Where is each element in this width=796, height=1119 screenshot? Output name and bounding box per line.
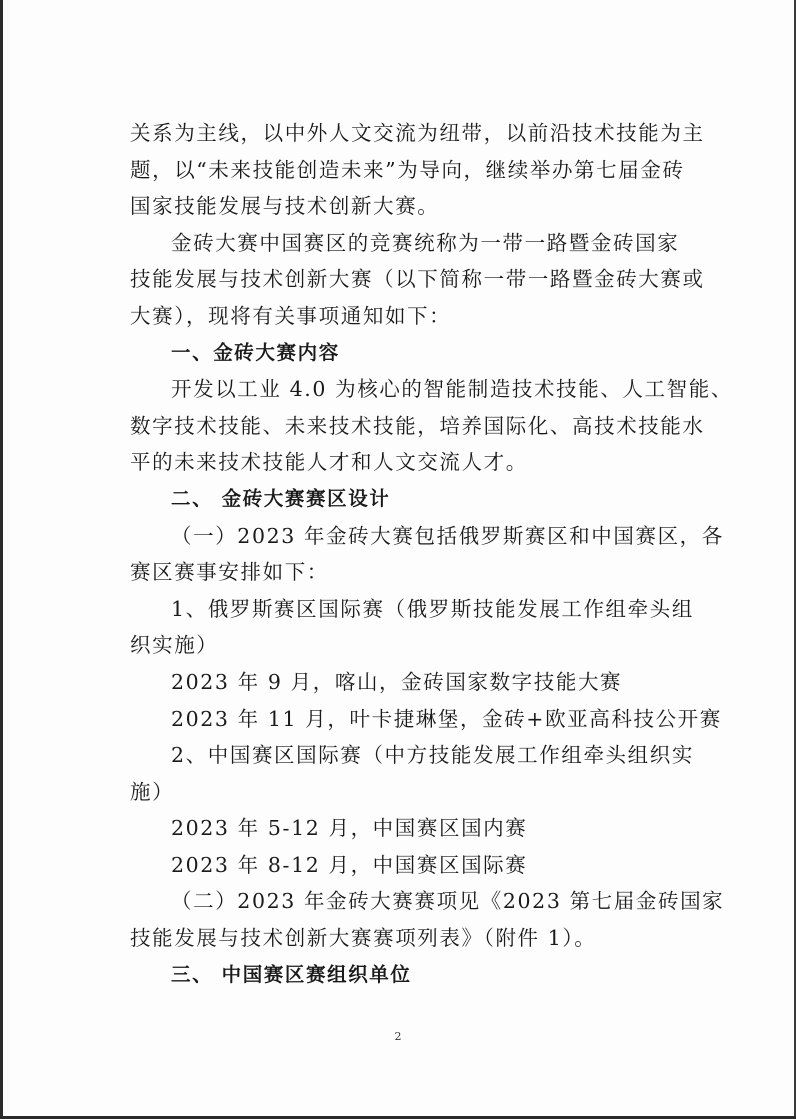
paragraph-line: 金砖大赛中国赛区的竞赛统称为一带一路暨金砖国家 — [171, 230, 680, 255]
paragraph-line: （一）2023 年金砖大赛包括俄罗斯赛区和中国赛区，各 — [171, 523, 724, 548]
paragraph-line: 大赛），现将有关事项通知如下： — [130, 303, 452, 328]
paragraph-line: 开发以工业 4.0 为核心的智能制造技术技能、人工智能、 — [171, 377, 733, 402]
paragraph-line: 关系为主线，以中外人文交流为纽带，以前沿技术技能为主 — [130, 121, 705, 145]
paragraph-line: 2、中国赛区国际赛（中方技能发展工作组牵头组织实 — [171, 743, 694, 768]
paragraph-line: 数字技术技能、未来技术技能，培养国际化、高技术技能水 — [130, 413, 705, 438]
paragraph-line: 国家技能发展与技术创新大赛。 — [130, 194, 440, 219]
section-heading: 一、金砖大赛内容 — [171, 340, 340, 364]
paragraph-line: （二）2023 年金砖大赛赛项见《2023 第七届金砖国家 — [171, 889, 725, 914]
paragraph-line: 技能发展与技术创新大赛（以下简称一带一路暨金砖大赛或 — [130, 267, 705, 292]
scan-border-left — [0, 0, 3, 1119]
document-body — [130, 115, 733, 993]
section-heading: 二、 金砖大赛赛区设计 — [171, 486, 391, 510]
paragraph-line: 2023 年 9 月，喀山，金砖国家数字技能大赛 — [171, 669, 623, 694]
paragraph-line: 织实施） — [130, 633, 219, 658]
paragraph-line: 技能发展与技术创新大赛赛项列表》（附件 1）。 — [130, 926, 597, 951]
paragraph-line: 2023 年 8-12 月，中国赛区国际赛 — [171, 852, 528, 877]
paragraph-line: 2023 年 11 月，叶卡捷琳堡，金砖+欧亚高科技公开赛 — [171, 706, 722, 731]
paragraph-line: 平的未来技术技能人才和人文交流人才。 — [130, 450, 528, 475]
paragraph-line: 2023 年 5-12 月，中国赛区国内赛 — [171, 816, 528, 841]
page-number: 2 — [394, 1030, 402, 1043]
paragraph-line: 题，以“未来技能创造未来”为导向，继续举办第七届金砖 — [130, 157, 685, 182]
paragraph-line: 施） — [130, 779, 175, 804]
paragraph-line: 1、俄罗斯赛区国际赛（俄罗斯技能发展工作组牵头组 — [171, 596, 694, 621]
paragraph-line: 赛区赛事安排如下： — [130, 560, 329, 585]
section-heading: 三、 中国赛区赛组织单位 — [171, 962, 412, 986]
